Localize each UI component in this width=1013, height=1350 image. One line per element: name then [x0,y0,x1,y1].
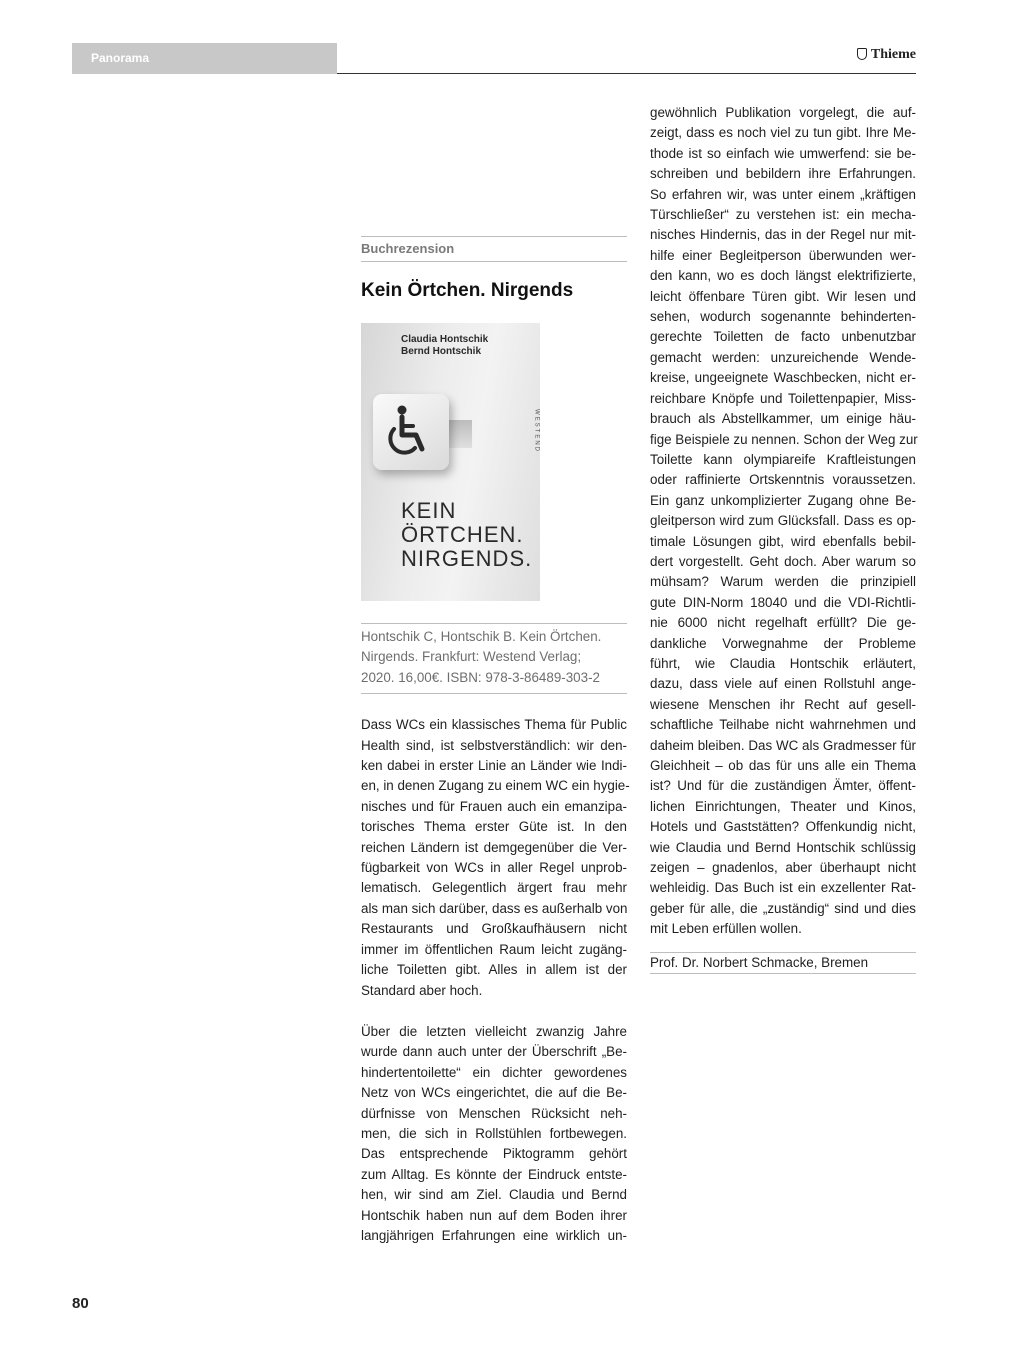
text-line: Türschließer“ zu verstehen ist: ein mecha- [650,207,916,223]
citation-line: Hontschik C, Hontschik B. Kein Örtchen. [361,629,602,644]
book-citation [361,623,627,694]
wheelchair-icon [382,402,440,462]
article-rubric: Buchrezension [361,236,627,262]
text-line: lichen Einrichtungen, Theater und Kinos, [650,798,916,814]
text-line: Toilette kann olympiareife Kraftleistungen [650,451,916,467]
text-line: ken dabei in erster Linie an Länder wie Indi- [361,758,627,774]
text-line: wehleidig. Das Buch ist ein exzellenter Rat- [650,880,916,896]
paragraph-1 [361,715,630,1001]
paragraph-2 [361,1022,627,1246]
text-line: schreiben und bebildern ihre Erfahrungen. [650,166,916,182]
text-line: reichen Ländern ist demgegenüber die Ver- [361,839,627,855]
cover-author: Claudia Hontschik [401,334,489,345]
text-line: immer im öffentlichen Raum leicht zugäng- [361,941,627,957]
text-line: daheim bleiben. Das WC als Gradmesser für [650,737,916,753]
text-line: gleitperson wird zum Glücksfall. Dass es op- [650,513,916,529]
text-line: men, die sich in Rollstühlen fortbewegen. [361,1125,627,1141]
text-line: als man sich darüber, dass es außerhalb von [361,900,628,916]
text-line: leicht öffenbare Türen gibt. Wir lesen und [650,288,916,304]
text-line: gerechte Toiletten de facto unbenutzbar [650,329,916,345]
text-line: hen, wir sind am Ziel. Claudia und Bernd [361,1187,627,1203]
text-line: zum Alltag. Es könnte der Eindruck entste- [361,1166,627,1182]
text-line: nisches Hindernis, das in der Regel nur mit- [650,227,916,243]
text-line: gute DIN-Norm 18040 und die VDI-Richtli- [650,594,916,610]
text-line: Ein ganz unkomplizierter Zugang ohne Be- [650,492,916,508]
text-line: Hontschik haben nun auf dem Boden ihrer [361,1207,627,1223]
text-line: ist? Und für die zuständigen Ämter, öffent- [650,778,916,794]
article-title: Kein Örtchen. Nirgends [361,280,574,301]
text-line: Gleichheit – ob das für uns alle ein Thema [650,758,916,773]
text-line: dankliche Vorwegnahme der Probleme [650,635,916,651]
text-line: mit Leben erfüllen wollen. [650,921,802,937]
text-line: oder raffinierte Ortskenntnis voraussetzen. [650,472,916,488]
text-line: dert vorgestellt. Geht doch. Aber warum so [650,553,916,569]
text-line: Dass WCs ein klassisches Thema für Public [361,717,627,733]
text-line: wiesene Menschen ihr Recht auf gesell- [650,696,916,712]
text-line: reichbare Knöpfe und Toilettenpapier, Miss- [650,390,916,406]
text-line: Netz von WCs eingerichtet, die auf die Be- [361,1085,627,1101]
cover-title-line: ÖRTCHEN. [401,522,524,547]
text-line: thode ist so einfach wie umwerfend: sie be- [650,145,916,161]
section-label: Panorama [72,43,337,74]
cover-publisher: WESTEND [533,409,540,453]
text-line: langjährigen Erfahrungen eine wirklich un- [361,1227,627,1243]
text-line: sehen, wodurch sogenannte behinderten- [650,309,916,325]
right-column [650,103,916,974]
cover-title-line: KEIN [401,498,457,523]
text-line: schaftliche Teilhabe nicht wahrnehmen und [650,717,916,733]
text-line: Über die letzten vielleicht zwanzig Jahre [361,1023,627,1039]
book-cover-image [361,323,540,601]
text-line: nisches und für Frauen auch ein emanzipa- [361,798,627,814]
text-line: en, in denen Zugang zu einem WC ein hygie- [361,778,630,794]
text-line: führt, wie Claudia Hontschik erläutert, [650,655,916,671]
text-line: geber für alle, die „zuständig“ sind und dies [650,900,916,916]
publisher-brand [857,47,916,63]
text-line: zeigen – gnadenlos, aber überhaupt nicht [650,860,916,876]
citation-line: 2020. 16,00€. ISBN: 978-3-86489-303-2 [361,669,600,685]
text-line: den kann, wo es doch längst elektrifizierte, [650,268,916,284]
citation-line: Nirgends. Frankfurt: Westend Verlag; [361,649,582,665]
text-line: timale Lösungen gibt, wird ebenfalls bebil- [650,533,916,549]
paragraph-3 [650,103,916,940]
header-rule [337,73,916,74]
text-line: So erfahren wir, was unter einem „kräftigen [650,186,916,202]
crest-icon [857,48,867,60]
text-line: nie 6000 nicht regelhaft erfüllt? Die ge- [650,615,916,631]
review-author: Prof. Dr. Norbert Schmacke, Bremen [650,952,916,974]
text-line: mühsam? Warum werden die prinzipiell [650,574,916,590]
cover-title [401,499,532,571]
text-line: Restaurants und Großkaufhäusern nicht [361,921,627,937]
text-line: lematisch. Gelegentlich ärgert frau mehr [361,880,627,896]
text-line: wie Claudia und Bernd Hontschik schlüssig [650,839,916,855]
text-line: dazu, dass viele auf einen Rollstuhl ange- [650,676,916,692]
text-line: fügbarkeit von WCs in aller Regel unprob- [361,860,627,876]
left-column [361,236,630,1246]
text-line: fige Beispiele zu nennen. Schon der Weg zur [650,431,918,447]
text-line: Hotels und Gaststätten? Offenkundig nicht, [650,819,916,835]
cover-author: Bernd Hontschik [401,346,482,357]
cover-authors [401,334,488,358]
page-number: 80 [72,1295,89,1312]
sign-bracket [447,420,472,448]
text-line: gemacht werden: unzureichende Wende- [650,349,916,365]
text-line: torisches Thema erster Güte ist. In den [361,819,627,835]
text-line: hindertentoilette“ ein dichter gewordenes [361,1064,627,1080]
text-line: Das entsprechende Piktogramm gehört [361,1146,627,1162]
brand-name: Thieme [870,47,916,62]
text-line: liche Toiletten gibt. Alles in allem ist der [361,962,627,978]
text-line: Standard aber hoch. [361,982,483,998]
text-line: gewöhnlich Publikation vorgelegt, die auf- [650,105,916,120]
text-line: wurde dann auch unter der Überschrift „Be- [361,1044,627,1060]
text-line: kreise, ungeeignete Waschbecken, nicht er- [650,370,916,386]
text-line: hilfe einer Begleitperson überwunden wer- [650,247,916,263]
text-line: dürfnisse von Menschen Rücksicht neh- [361,1105,627,1121]
cover-title-line: NIRGENDS. [401,546,533,571]
text-line: Health sind, ist selbstverständlich: wir den- [361,737,627,753]
text-line: brauch als Abstellkammer, um einige häu- [650,411,916,427]
text-line: zeigt, dass es noch viel zu tun gibt. Ihre Me- [650,125,916,141]
